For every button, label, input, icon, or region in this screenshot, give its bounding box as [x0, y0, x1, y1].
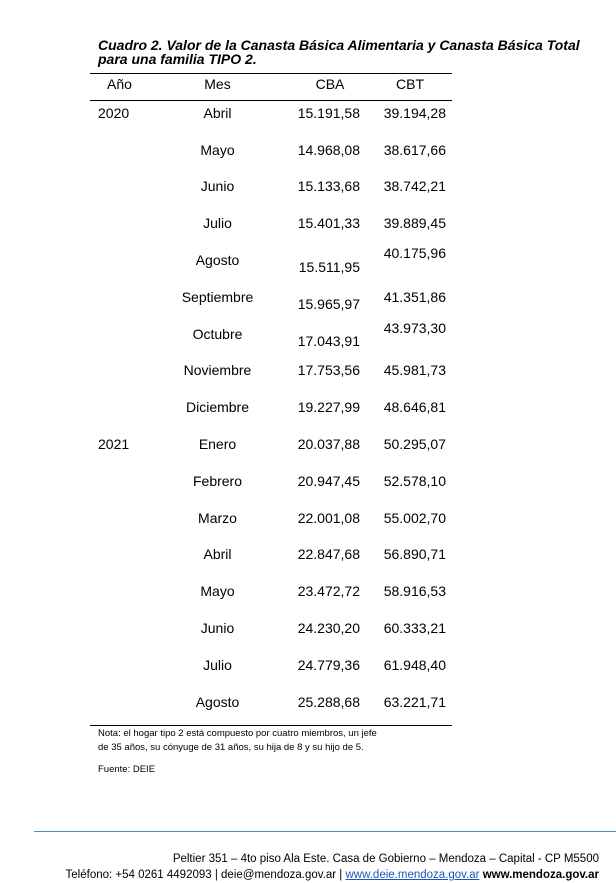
cell-month: Agosto	[195, 694, 240, 710]
cell-cbt: 38.742,21	[383, 178, 446, 194]
cell-month: Mayo	[200, 583, 235, 599]
note-line1: Nota: el hogar tipo 2 está compuesto por cuatro miembros, un jefe	[98, 728, 377, 739]
footer-contact	[19, 867, 599, 883]
source: Fuente: DEIE	[98, 764, 156, 775]
cell-cba: 15.965,97	[297, 296, 360, 312]
cell-cba: 23.472,72	[297, 583, 360, 599]
cell-cbt: 55.002,70	[383, 510, 446, 526]
cell-cbt: 43.973,30	[383, 320, 446, 336]
cell-cba: 24.779,36	[297, 657, 360, 673]
note	[98, 727, 377, 755]
footer-link[interactable]: www.deie.mendoza.gov.ar	[345, 869, 480, 881]
cell-month: Febrero	[192, 473, 243, 489]
cell-cbt: 38.617,66	[383, 142, 446, 158]
cell-month: Junio	[200, 178, 235, 194]
cell-month: Enero	[198, 436, 237, 452]
cell-cbt: 60.333,21	[383, 620, 446, 636]
cell-cbt: 39.889,45	[383, 215, 446, 231]
cell-month: Noviembre	[183, 362, 252, 378]
cell-cbt: 39.194,28	[383, 105, 446, 121]
cell-cba: 20.947,45	[297, 473, 360, 489]
table-title-line2: para una familia TIPO 2.	[98, 51, 257, 67]
header-month: Mes	[204, 76, 231, 92]
table-title-line1: Cuadro 2. Valor de la Canasta Básica Alimentaria y Canasta Básica Total	[98, 37, 580, 53]
cell-year: 2020	[98, 105, 130, 121]
cell-month: Julio	[203, 215, 232, 231]
cell-month: Diciembre	[185, 399, 249, 415]
header-top-rule	[90, 73, 452, 74]
cell-cbt: 58.916,53	[383, 583, 446, 599]
table-title	[98, 38, 608, 66]
header-cba: CBA	[315, 76, 345, 92]
cell-month: Junio	[200, 620, 235, 636]
cell-cba: 17.043,91	[297, 333, 360, 349]
cell-cba: 17.753,56	[297, 362, 360, 378]
header-year: Año	[107, 76, 132, 92]
header-cbt: CBT	[396, 76, 424, 92]
cell-cba: 20.037,88	[297, 436, 360, 452]
cell-month: Septiembre	[181, 289, 254, 305]
cell-year: 2021	[98, 436, 130, 452]
cell-cba: 24.230,20	[297, 620, 360, 636]
cell-cba: 15.191,58	[297, 105, 360, 121]
cell-cbt: 61.948,40	[383, 657, 446, 673]
cell-cbt: 63.221,71	[383, 694, 446, 710]
footer-site: www.mendoza.gov.ar	[482, 869, 599, 881]
cell-cba: 22.001,08	[297, 510, 360, 526]
cell-cbt: 50.295,07	[383, 436, 446, 452]
cell-cbt: 40.175,96	[383, 245, 446, 261]
table-bottom-rule	[90, 725, 452, 726]
cell-month: Octubre	[192, 326, 243, 342]
cell-cba: 15.511,95	[298, 259, 360, 275]
footer-phone: Teléfono: +54 0261 4492093 | deie@mendoza.gov.ar |	[65, 869, 343, 881]
cell-cbt: 48.646,81	[383, 399, 446, 415]
header-bottom-rule	[90, 100, 452, 101]
cell-cba: 19.227,99	[297, 399, 360, 415]
cell-cbt: 41.351,86	[383, 289, 446, 305]
footer-divider	[34, 831, 616, 832]
cell-cba: 15.401,33	[297, 215, 360, 231]
cell-month: Marzo	[198, 510, 237, 526]
note-line2: de 35 años, su cónyuge de 31 años, su hija de 8 y su hijo de 5.	[98, 742, 364, 753]
cell-cba: 14.968,08	[297, 142, 360, 158]
footer-address: Peltier 351 – 4to piso Ala Este. Casa de Gobierno – Mendoza – Capital - CP M5500	[172, 853, 599, 865]
cell-month: Abril	[203, 105, 232, 121]
cell-month: Mayo	[200, 142, 235, 158]
cell-cba: 15.133,68	[297, 178, 360, 194]
cell-cbt: 45.981,73	[383, 362, 446, 378]
cell-cba: 25.288,68	[297, 694, 360, 710]
cell-month: Abril	[203, 546, 232, 562]
cell-cbt: 52.578,10	[383, 473, 446, 489]
cell-cbt: 56.890,71	[383, 546, 446, 562]
cell-month: Julio	[203, 657, 232, 673]
cell-month: Agosto	[195, 252, 240, 268]
cell-cba: 22.847,68	[297, 546, 360, 562]
